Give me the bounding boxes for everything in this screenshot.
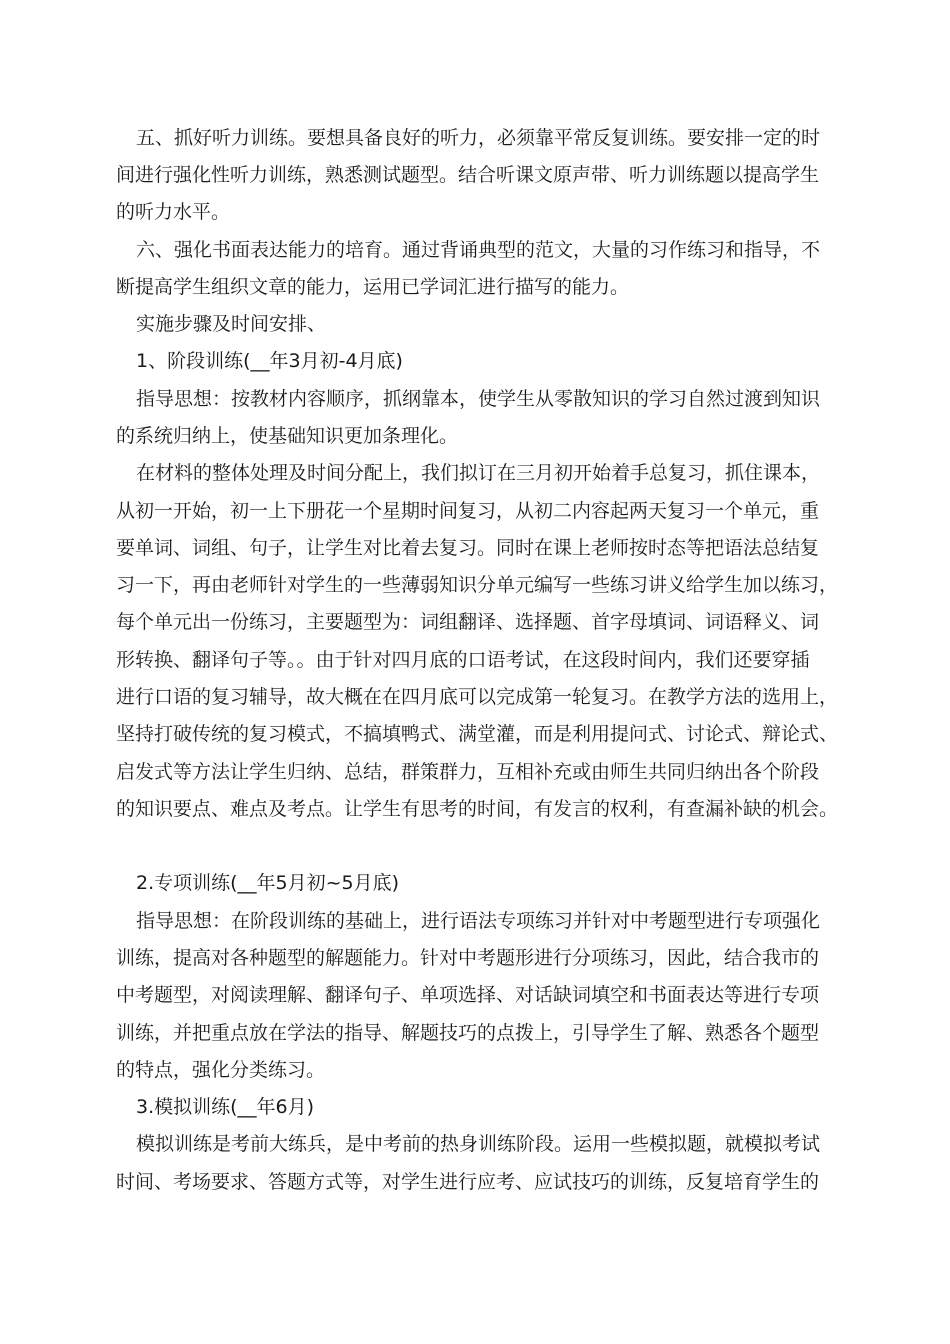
section5-line-2: 间进行强化性听力训练，熟悉测试题型。结合听课文原声带、听力训练题以提高学生 bbox=[116, 164, 820, 186]
stage1-body-line-3: 要单词、词组、句子，让学生对比着去复习。同时在课上老师按时态等把语法总结复 bbox=[116, 537, 820, 559]
stage3-heading: 3.模拟训练(__年6月) bbox=[136, 1096, 315, 1118]
stage1-body-line-7: 进行口语的复习辅导，故大概在在四月底可以完成第一轮复习。在教学方法的选用上， bbox=[116, 686, 839, 708]
stage1-guide-line-2: 的系统归纳上，使基础知识更加条理化。 bbox=[116, 425, 459, 447]
stage1-body-line-5: 每个单元出一份练习，主要题型为：词组翻译、选择题、首字母填词、词语释义、词 bbox=[116, 611, 820, 633]
stage2-guide-line-5: 的特点，强化分类练习。 bbox=[116, 1059, 326, 1081]
section5-line-1: 五、抓好听力训练。要想具备良好的听力，必须靠平常反复训练。要安排一定的时 bbox=[136, 127, 821, 149]
stage1-guide-line-1: 指导思想：按教材内容顺序，抓纲靠本，使学生从零散知识的学习自然过渡到知识 bbox=[136, 388, 821, 410]
stage3-body-line-1: 模拟训练是考前大练兵，是中考前的热身训练阶段。运用一些模拟题，就模拟考试 bbox=[136, 1133, 821, 1155]
stage1-body-line-4: 习一下，再由老师针对学生的一些薄弱知识分单元编写一些练习讲义给学生加以练习， bbox=[116, 574, 839, 596]
stage1-body-line-9: 启发式等方法让学生归纳、总结，群策群力，互相补充或由师生共同归纳出各个阶段 bbox=[116, 761, 820, 783]
stage1-body-line-6: 形转换、翻译句子等。。由于针对四月底的口语考试，在这段时间内，我们还要穿插 bbox=[116, 649, 810, 671]
stage2-guide-line-3: 中考题型，对阅读理解、翻译句子、单项选择、对话缺词填空和书面表达等进行专项 bbox=[116, 984, 820, 1006]
stage1-body-line-2: 从初一开始，初一上下册花一个星期时间复习，从初二内容起两天复习一个单元，重 bbox=[116, 500, 820, 522]
stage2-guide-line-4: 训练，并把重点放在学法的指导、解题技巧的点拨上，引导学生了解、熟悉各个题型 bbox=[116, 1022, 820, 1044]
stage2-guide-line-2: 训练，提高对各种题型的解题能力。针对中考题形进行分项练习，因此，结合我市的 bbox=[116, 947, 820, 969]
stage1-body-line-1: 在材料的整体处理及时间分配上，我们拟订在三月初开始着手总复习，抓住课本， bbox=[136, 462, 821, 484]
section6-line-1: 六、强化书面表达能力的培育。通过背诵典型的范文，大量的习作练习和指导，不 bbox=[136, 239, 821, 261]
stage1-body-line-8: 坚持打破传统的复习模式，不搞填鸭式、满堂灌，而是利用提问式、讨论式、辩论式、 bbox=[116, 723, 839, 745]
stage2-heading: 2.专项训练(__年5月初~5月底) bbox=[136, 872, 400, 894]
section6-line-2: 断提高学生组织文章的能力，运用已学词汇进行描写的能力。 bbox=[116, 276, 630, 298]
stage1-heading: 1、阶段训练(__年3月初-4月底) bbox=[136, 350, 403, 372]
stage1-body-line-10: 的知识要点、难点及考点。让学生有思考的时间，有发言的权利，有查漏补缺的机会。 bbox=[116, 798, 839, 820]
stage2-guide-line-1: 指导思想：在阶段训练的基础上，进行语法专项练习并针对中考题型进行专项强化 bbox=[136, 910, 821, 932]
steps-heading: 实施步骤及时间安排、 bbox=[136, 313, 327, 335]
section5-line-3: 的听力水平。 bbox=[116, 201, 231, 223]
stage3-body-line-2: 时间、考场要求、答题方式等，对学生进行应考、应试技巧的训练，反复培育学生的 bbox=[116, 1171, 820, 1193]
